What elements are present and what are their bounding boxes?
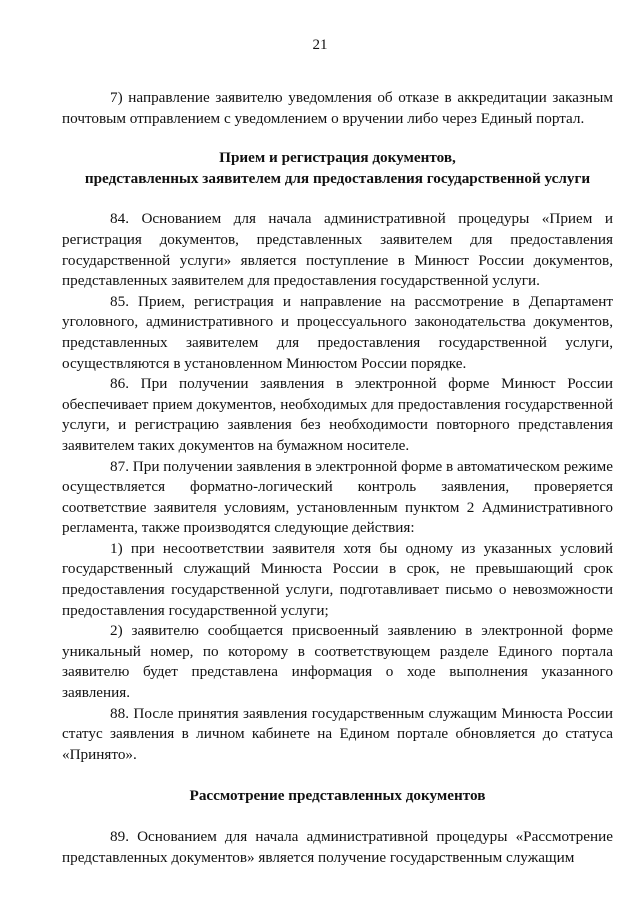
paragraph-item-7: 7) направление заявителю уведомления об отказе в аккредитации заказным почтовым отправлением с уведомлением о вручении либо через Единый портал. — [62, 89, 613, 127]
section-heading-line-1: Прием и регистрация документов, — [219, 149, 456, 167]
paragraph-87-item-2: 2) заявителю сообщается присвоенный заявлению в электронной форме уникальный номер, по которому в соответствующем разделе Единого портала заявителю будет представлена информация о ходе выполнения указанного заявления. — [62, 622, 613, 702]
section-heading-review: Рассмотрение представленных документов — [189, 787, 486, 805]
paragraph-86: 86. При получении заявления в электронной форме Минюст России обеспечивает прием документов, необходимых для предоставления государственной услуги, и регистрацию заявления без необходимости повторного представления заявителем таких документов на бумажном носителе. — [62, 375, 613, 454]
paragraph-87-item-1: 1) при несоответствии заявителя хотя бы одному из указанных условий государственный служащий Минюста России в срок, не превышающий срок предоставления государственной услуги, подготавливает письмо о невозможности предоставления государственной услуги; — [62, 539, 613, 619]
page-number: 21 — [312, 37, 328, 53]
section-heading-line-2: представленных заявителем для предоставления государственной услуги — [84, 169, 591, 187]
paragraph-84: 84. Основанием для начала административной процедуры «Прием и регистрация документов, представленных заявителем для предоставления государственной услуги» является поступление в Минюст России документов, представленных заявителем для предоставления государственной услуги. — [62, 210, 613, 290]
paragraph-87: 87. При получении заявления в электронной форме в автоматическом режиме осуществляется форматно-логический контроль заявления, проверяется соответствие заявителя условиям, установленным пунктом 2 Административного регламента, также производятся следующие действия: — [62, 457, 614, 537]
document-body — [62, 88, 613, 868]
paragraph-89: 89. Основанием для начала административной процедуры «Рассмотрение представленных документов» является получение государственным служащим — [62, 828, 613, 866]
paragraph-88: 88. После принятия заявления государственным служащим Минюста России статус заявления в личном кабинете на Едином портале обновляется до статуса «Принято». — [62, 704, 613, 763]
paragraph-85: 85. Прием, регистрация и направление на рассмотрение в Департамент уголовного, административного и процессуального законодательства документов, представленных заявителем для предоставления государственной услуги, осуществляются в установленном Минюстом России порядке. — [62, 292, 613, 372]
